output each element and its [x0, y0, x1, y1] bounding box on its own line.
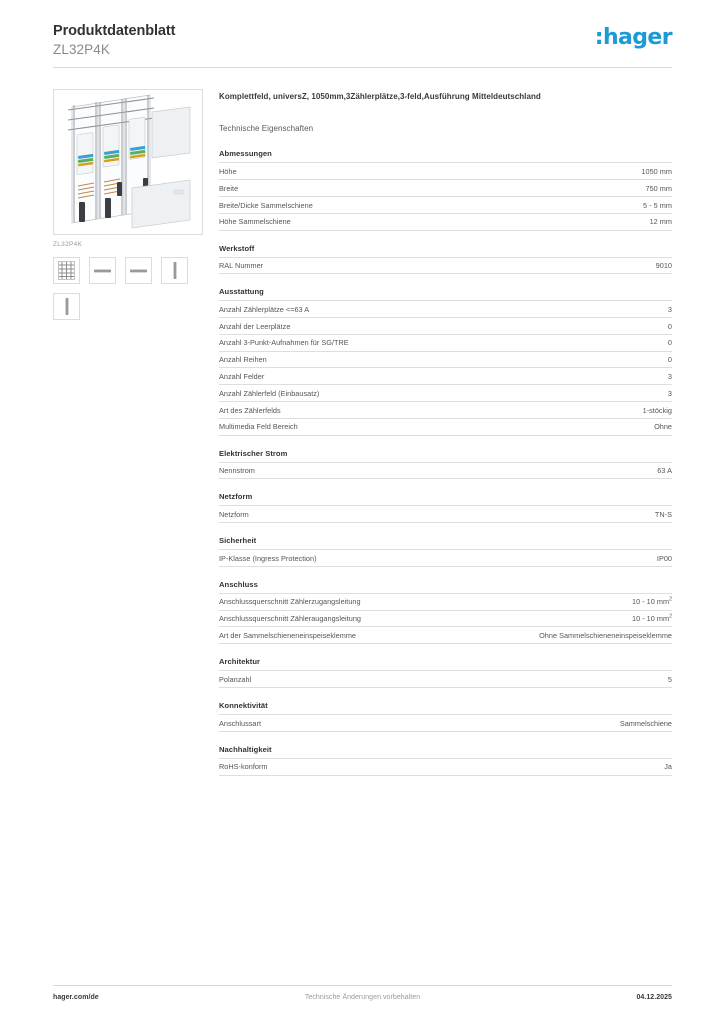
product-main-image[interactable]	[53, 89, 203, 235]
spec-group	[219, 701, 672, 732]
spec-group-title: Konnektivität	[219, 701, 268, 711]
spec-group-title: Elektrischer Strom	[219, 448, 288, 458]
technical-properties-heading: Technische Eigenschaften	[219, 124, 314, 134]
vertical-bar-icon	[171, 261, 179, 280]
spec-row	[219, 462, 672, 480]
spec-value: Ohne Sammelschieneneinspeiseklemme	[539, 631, 672, 641]
spec-row	[219, 549, 672, 567]
product-description: Komplettfeld, universZ, 1050mm,3Zählerplätze,3-feld,Ausführung Mitteldeutschland	[219, 92, 541, 101]
spec-row	[219, 317, 672, 334]
spec-label: Breite/Dicke Sammelschiene	[219, 200, 313, 210]
spec-label: Anzahl Felder	[219, 372, 265, 382]
spec-label: Art des Zählerfelds	[219, 405, 281, 415]
thumbnail-dimension-vertical-1[interactable]	[161, 257, 188, 284]
header-divider	[53, 67, 672, 68]
spec-label: Anschlussquerschnitt Zähleraugangsleitung	[219, 614, 361, 624]
spec-value: 750 mm	[645, 183, 672, 193]
spec-group	[219, 657, 672, 688]
spec-row	[219, 196, 672, 213]
spec-row	[219, 367, 672, 384]
spec-value: Ja	[664, 762, 672, 772]
spec-label: RoHS-konform	[219, 762, 268, 772]
spec-group	[219, 244, 672, 275]
spec-label: Art der Sammelschieneneinspeiseklemme	[219, 631, 357, 641]
spec-label: Höhe Sammelschiene	[219, 217, 291, 227]
hager-logo: :hager	[594, 25, 672, 50]
spec-row	[219, 300, 672, 317]
product-reference-subtitle: ZL32P4K	[53, 41, 110, 57]
spec-row	[219, 714, 672, 732]
spec-group	[219, 745, 672, 776]
spec-value: 3	[667, 304, 672, 314]
page-footer	[53, 994, 672, 1001]
spec-group-title: Abmessungen	[219, 149, 272, 159]
spec-value: 9010	[655, 261, 672, 271]
horizontal-bar-icon	[93, 267, 112, 275]
spec-row	[219, 384, 672, 401]
spec-group	[219, 287, 672, 435]
spec-value: 0	[667, 338, 672, 348]
spec-value: TN-S	[654, 509, 672, 519]
spec-group-title: Nachhaltigkeit	[219, 744, 272, 754]
spec-row	[219, 626, 672, 644]
spec-label: Anschlussart	[219, 718, 262, 728]
spec-value: 5	[667, 674, 672, 684]
spec-value: Sammelschiene	[619, 718, 672, 728]
page-title: Produktdatenblatt	[53, 23, 176, 39]
grid-panel-icon	[58, 261, 75, 280]
spec-groups-container	[219, 149, 672, 775]
spec-value: 12 mm	[649, 217, 672, 227]
spec-label: Nennstrom	[219, 466, 255, 476]
specifications-panel	[219, 92, 672, 789]
spec-group-title: Sicherheit	[219, 536, 257, 546]
spec-row	[219, 593, 672, 610]
spec-value: 10 - 10 $mm^2$	[631, 597, 672, 607]
thumbnail-dimension-vertical-2[interactable]	[53, 293, 80, 320]
spec-row	[219, 670, 672, 688]
spec-value: IP00	[656, 553, 672, 563]
spec-group	[219, 580, 672, 644]
spec-row	[219, 351, 672, 368]
spec-label: Multimedia Feld Bereich	[219, 422, 298, 432]
footer-website-link[interactable]: hager.com/de	[53, 994, 99, 1001]
header-titles	[53, 24, 175, 56]
spec-value: 1050 mm	[641, 166, 672, 176]
spec-row	[219, 610, 672, 627]
spec-group	[219, 149, 672, 230]
spec-group	[219, 536, 672, 567]
spec-label: Anzahl 3-Punkt-Aufnahmen für SG/TRE	[219, 338, 349, 348]
spec-group-title: Ausstattung	[219, 287, 264, 297]
spec-label: Anzahl der Leerplätze	[219, 321, 291, 331]
spec-group-title: Netzform	[219, 492, 253, 502]
spec-value: 5 - 5 mm	[643, 200, 672, 210]
footer-date: 04.12.2025	[636, 994, 672, 1001]
spec-label: Breite	[219, 183, 239, 193]
spec-label: Netzform	[219, 509, 249, 519]
spec-label: Anzahl Zählerplätze <=63 A	[219, 304, 310, 314]
image-caption: ZL32P4K	[53, 241, 83, 248]
thumbnail-dimension-horizontal-1[interactable]	[89, 257, 116, 284]
spec-row	[219, 179, 672, 196]
spec-row	[219, 418, 672, 436]
spec-row	[219, 257, 672, 275]
horizontal-bar-icon	[129, 267, 148, 275]
spec-group-title: Architektur	[219, 657, 261, 667]
spec-value: 0	[667, 321, 672, 331]
footer-divider	[53, 985, 672, 986]
spec-row	[219, 758, 672, 776]
spec-value: 1-stöckig	[642, 405, 672, 415]
spec-label: Anzahl Zählerfeld (Einbausatz)	[219, 388, 320, 398]
spec-label: Polanzahl	[219, 674, 252, 684]
spec-label: Höhe	[219, 166, 237, 176]
spec-value: Ohne	[654, 422, 672, 432]
spec-row	[219, 162, 672, 179]
thumbnail-front-view[interactable]	[53, 257, 80, 284]
spec-group	[219, 492, 672, 523]
spec-value: 0	[667, 355, 672, 365]
spec-row	[219, 505, 672, 523]
spec-row	[219, 401, 672, 418]
spec-group-title: Werkstoff	[219, 243, 255, 253]
product-gallery	[53, 89, 205, 320]
spec-value: 3	[667, 372, 672, 382]
spec-label: IP-Klasse (Ingress Protection)	[219, 553, 317, 563]
vertical-bar-icon	[63, 297, 71, 316]
footer-disclaimer: Technische Änderungen vorbehalten	[304, 994, 421, 1001]
spec-row	[219, 213, 672, 231]
page-header	[53, 24, 672, 68]
spec-row	[219, 334, 672, 351]
thumbnail-dimension-horizontal-2[interactable]	[125, 257, 152, 284]
spec-label: Anzahl Reihen	[219, 355, 267, 365]
spec-label: Anschlussquerschnitt Zählerzugangsleitung	[219, 597, 361, 607]
spec-value: 10 - 10 $mm^2$	[631, 613, 672, 624]
spec-label: RAL Nummer	[219, 261, 264, 271]
spec-value: 3	[667, 388, 672, 398]
spec-group	[219, 449, 672, 480]
thumbnail-grid	[53, 257, 205, 320]
switchboard-illustration	[54, 90, 202, 234]
spec-value: 63 A	[657, 466, 672, 476]
spec-group-title: Anschluss	[219, 579, 258, 589]
